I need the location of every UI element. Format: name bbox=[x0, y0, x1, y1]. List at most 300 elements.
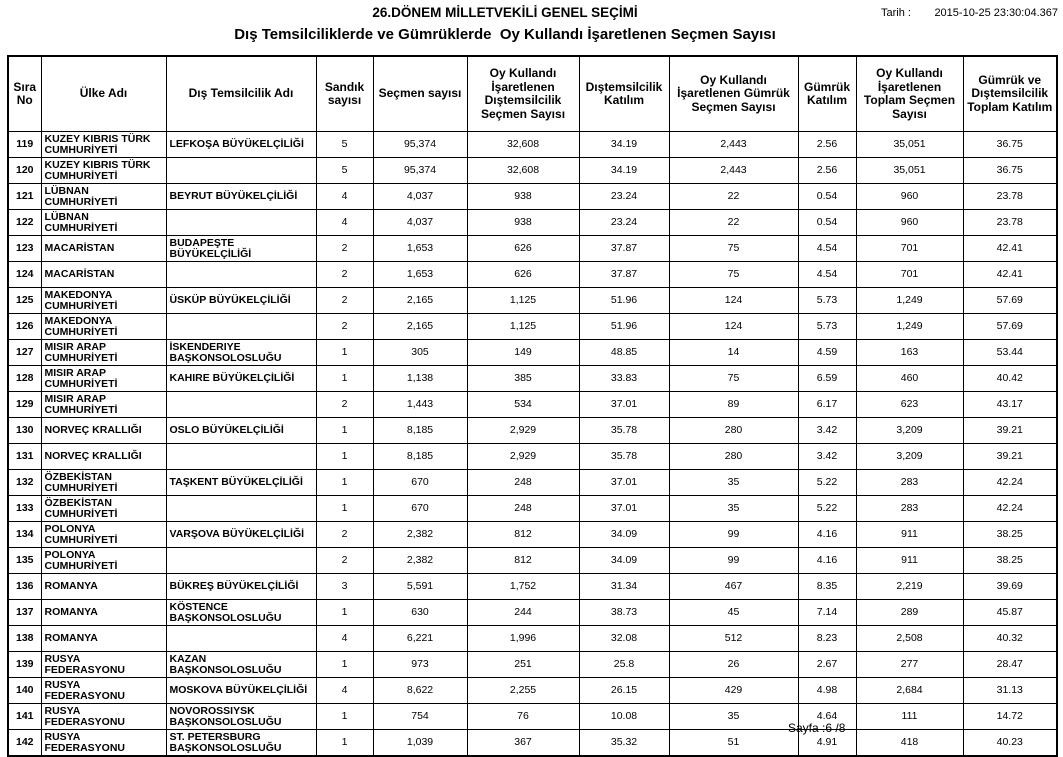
table-row bbox=[8, 132, 1057, 158]
table-cell: 1 bbox=[316, 418, 373, 444]
table-cell: 123 bbox=[8, 236, 41, 262]
table-header bbox=[8, 56, 1057, 132]
table-row bbox=[8, 574, 1057, 600]
table-row bbox=[8, 314, 1057, 340]
table-cell: 10.08 bbox=[579, 704, 669, 730]
table-cell: 32.08 bbox=[579, 626, 669, 652]
table-row bbox=[8, 158, 1057, 184]
table-cell: ÖZBEKİSTAN CUMHURİYETİ bbox=[41, 470, 166, 496]
table-cell: 75 bbox=[669, 236, 798, 262]
table-cell: 99 bbox=[669, 548, 798, 574]
table-cell: 1 bbox=[316, 366, 373, 392]
table-cell: 960 bbox=[856, 184, 963, 210]
table-cell bbox=[166, 262, 316, 288]
table-cell: 6.17 bbox=[798, 392, 856, 418]
table-cell: 42.24 bbox=[963, 496, 1057, 522]
table-row bbox=[8, 262, 1057, 288]
table-cell: 280 bbox=[669, 418, 798, 444]
table-cell: RUSYA FEDERASYONU bbox=[41, 704, 166, 730]
table-cell: 385 bbox=[467, 366, 579, 392]
column-header: Dıştemsilcilik Katılım bbox=[579, 56, 669, 132]
table-cell: 35,051 bbox=[856, 158, 963, 184]
table-cell: 140 bbox=[8, 678, 41, 704]
table-cell: 4 bbox=[316, 678, 373, 704]
column-header: Oy Kullandı İşaretlenen Toplam Seçmen Sayısı bbox=[856, 56, 963, 132]
table-cell: 2,382 bbox=[373, 548, 467, 574]
table-cell: 34.19 bbox=[579, 132, 669, 158]
table-cell: 5.22 bbox=[798, 496, 856, 522]
table-cell: 248 bbox=[467, 470, 579, 496]
table-cell: 42.41 bbox=[963, 236, 1057, 262]
table-cell: 14.72 bbox=[963, 704, 1057, 730]
table-cell: 2 bbox=[316, 522, 373, 548]
table-cell: 34.19 bbox=[579, 158, 669, 184]
table-cell: 4 bbox=[316, 626, 373, 652]
table-cell: 4,037 bbox=[373, 210, 467, 236]
results-table bbox=[7, 55, 1058, 757]
table-cell: BUDAPEŞTE BÜYÜKELÇİLİĞİ bbox=[166, 236, 316, 262]
table-cell: 31.34 bbox=[579, 574, 669, 600]
table-cell: 2,684 bbox=[856, 678, 963, 704]
table-cell: 22 bbox=[669, 210, 798, 236]
table-cell: 130 bbox=[8, 418, 41, 444]
table-row bbox=[8, 418, 1057, 444]
table-cell: 1,752 bbox=[467, 574, 579, 600]
table-cell: 2 bbox=[316, 392, 373, 418]
table-cell: 1,125 bbox=[467, 314, 579, 340]
table-cell: BÜKREŞ BÜYÜKELÇİLİĞİ bbox=[166, 574, 316, 600]
table-cell: 960 bbox=[856, 210, 963, 236]
table-cell: 512 bbox=[669, 626, 798, 652]
table-cell: 141 bbox=[8, 704, 41, 730]
table-cell: 43.17 bbox=[963, 392, 1057, 418]
table-cell: ST. PETERSBURG BAŞKONSOLOSLUĞU bbox=[166, 730, 316, 757]
column-header: Sıra No bbox=[8, 56, 41, 132]
table-cell: 89 bbox=[669, 392, 798, 418]
table-cell: 99 bbox=[669, 522, 798, 548]
table-cell: 14 bbox=[669, 340, 798, 366]
table-cell bbox=[166, 626, 316, 652]
table-cell: 75 bbox=[669, 366, 798, 392]
table-cell: LEFKOŞA BÜYÜKELÇİLİĞİ bbox=[166, 132, 316, 158]
table-row bbox=[8, 392, 1057, 418]
table-cell: 626 bbox=[467, 262, 579, 288]
table-cell: 4.54 bbox=[798, 262, 856, 288]
table-cell: İSKENDERIYE BAŞKONSOLOSLUĞU bbox=[166, 340, 316, 366]
table-cell: 6,221 bbox=[373, 626, 467, 652]
table-cell: 2.56 bbox=[798, 132, 856, 158]
table-cell: 701 bbox=[856, 236, 963, 262]
table-cell: 911 bbox=[856, 548, 963, 574]
table-cell: 57.69 bbox=[963, 314, 1057, 340]
table-cell: 3,209 bbox=[856, 418, 963, 444]
table-cell: 39.21 bbox=[963, 418, 1057, 444]
table-row bbox=[8, 288, 1057, 314]
table-cell: KUZEY KIBRIS TÜRK CUMHURİYETİ bbox=[41, 158, 166, 184]
table-cell: 1,249 bbox=[856, 288, 963, 314]
column-header: Gümrük ve Dıştemsilcilik Toplam Katılım bbox=[963, 56, 1057, 132]
table-cell: MISIR ARAP CUMHURİYETİ bbox=[41, 340, 166, 366]
table-cell: 1 bbox=[316, 496, 373, 522]
table-cell: 2,508 bbox=[856, 626, 963, 652]
table-cell: 754 bbox=[373, 704, 467, 730]
table-cell: 2,165 bbox=[373, 314, 467, 340]
table-cell: 127 bbox=[8, 340, 41, 366]
table-cell: 4.54 bbox=[798, 236, 856, 262]
table-cell: RUSYA FEDERASYONU bbox=[41, 678, 166, 704]
page-number: Sayfa :6 /8 bbox=[788, 721, 846, 735]
table-cell: 8.23 bbox=[798, 626, 856, 652]
table-cell: NORVEÇ KRALLIĞI bbox=[41, 418, 166, 444]
table-cell: 670 bbox=[373, 496, 467, 522]
table-row bbox=[8, 444, 1057, 470]
table-cell: 418 bbox=[856, 730, 963, 757]
table-cell: 1,653 bbox=[373, 236, 467, 262]
table-cell: 4 bbox=[316, 210, 373, 236]
table-cell: NORVEÇ KRALLIĞI bbox=[41, 444, 166, 470]
table-cell: 35.78 bbox=[579, 418, 669, 444]
table-cell: 23.24 bbox=[579, 210, 669, 236]
table-cell: TAŞKENT BÜYÜKELÇİLİĞİ bbox=[166, 470, 316, 496]
table-row bbox=[8, 184, 1057, 210]
table-cell: 23.78 bbox=[963, 184, 1057, 210]
page-title: 26.DÖNEM MİLLETVEKİLİ GENEL SEÇİMİ bbox=[372, 5, 638, 20]
table-cell: 0.54 bbox=[798, 210, 856, 236]
table-cell: KAZAN BAŞKONSOLOSLUĞU bbox=[166, 652, 316, 678]
table-cell: 23.24 bbox=[579, 184, 669, 210]
table-cell: 120 bbox=[8, 158, 41, 184]
table-cell: 42.24 bbox=[963, 470, 1057, 496]
table-cell: ÜSKÜP BÜYÜKELÇİLİĞİ bbox=[166, 288, 316, 314]
table-cell: 630 bbox=[373, 600, 467, 626]
column-header: Sandık sayısı bbox=[316, 56, 373, 132]
table-cell: 34.09 bbox=[579, 522, 669, 548]
table-cell: RUSYA FEDERASYONU bbox=[41, 730, 166, 757]
table-cell: 1 bbox=[316, 600, 373, 626]
table-cell bbox=[166, 496, 316, 522]
table-cell: 132 bbox=[8, 470, 41, 496]
table-cell bbox=[166, 392, 316, 418]
table-cell: 139 bbox=[8, 652, 41, 678]
table-cell: 1 bbox=[316, 730, 373, 757]
table-cell: MACARİSTAN bbox=[41, 262, 166, 288]
table-row bbox=[8, 496, 1057, 522]
column-header: Oy Kullandı İşaretlenen Dıştemsilcilik Seçmen Sayısı bbox=[467, 56, 579, 132]
table-cell: 32,608 bbox=[467, 158, 579, 184]
table-cell: POLONYA CUMHURİYETİ bbox=[41, 522, 166, 548]
table-cell: 251 bbox=[467, 652, 579, 678]
table-row bbox=[8, 236, 1057, 262]
table-cell: 129 bbox=[8, 392, 41, 418]
table-cell: 26 bbox=[669, 652, 798, 678]
table-cell: 367 bbox=[467, 730, 579, 757]
table-cell: 40.32 bbox=[963, 626, 1057, 652]
table-cell: 1,249 bbox=[856, 314, 963, 340]
table-cell: 1 bbox=[316, 704, 373, 730]
table-cell: 2 bbox=[316, 236, 373, 262]
table-cell: 37.87 bbox=[579, 262, 669, 288]
table-cell: MAKEDONYA CUMHURİYETİ bbox=[41, 288, 166, 314]
table-cell: 45 bbox=[669, 600, 798, 626]
table-cell: 2,165 bbox=[373, 288, 467, 314]
table-cell: 8,622 bbox=[373, 678, 467, 704]
table-cell: 35 bbox=[669, 704, 798, 730]
table-cell bbox=[166, 210, 316, 236]
table-cell: 39.69 bbox=[963, 574, 1057, 600]
table-cell: 670 bbox=[373, 470, 467, 496]
table-row bbox=[8, 704, 1057, 730]
table-row bbox=[8, 340, 1057, 366]
table-cell: 51.96 bbox=[579, 314, 669, 340]
table-cell: 125 bbox=[8, 288, 41, 314]
table-cell: 2,219 bbox=[856, 574, 963, 600]
table-cell: 34.09 bbox=[579, 548, 669, 574]
table-row bbox=[8, 366, 1057, 392]
table-cell: 2,443 bbox=[669, 132, 798, 158]
table-cell: ROMANYA bbox=[41, 600, 166, 626]
table-row bbox=[8, 210, 1057, 236]
table-cell: 122 bbox=[8, 210, 41, 236]
table-cell: 1 bbox=[316, 470, 373, 496]
table-cell: 2 bbox=[316, 262, 373, 288]
table-cell: 3 bbox=[316, 574, 373, 600]
table-cell: 38.25 bbox=[963, 548, 1057, 574]
table-cell: 37.01 bbox=[579, 496, 669, 522]
table-cell: 626 bbox=[467, 236, 579, 262]
table-cell: VARŞOVA BÜYÜKELÇİLİĞİ bbox=[166, 522, 316, 548]
table-cell: 124 bbox=[669, 314, 798, 340]
table-cell: 35.78 bbox=[579, 444, 669, 470]
table-cell: 534 bbox=[467, 392, 579, 418]
table-cell: 5.73 bbox=[798, 288, 856, 314]
table-cell: 3,209 bbox=[856, 444, 963, 470]
date-value: 2015-10-25 23:30:04.367 bbox=[934, 7, 1058, 19]
table-cell: 35,051 bbox=[856, 132, 963, 158]
table-cell: 1,125 bbox=[467, 288, 579, 314]
column-header: Seçmen sayısı bbox=[373, 56, 467, 132]
table-cell: 2,255 bbox=[467, 678, 579, 704]
table-cell: 48.85 bbox=[579, 340, 669, 366]
column-header: Dış Temsilcilik Adı bbox=[166, 56, 316, 132]
table-cell: 2 bbox=[316, 314, 373, 340]
table-cell: MISIR ARAP CUMHURİYETİ bbox=[41, 392, 166, 418]
table-cell: 2,382 bbox=[373, 522, 467, 548]
table-cell: 5.22 bbox=[798, 470, 856, 496]
table-row bbox=[8, 652, 1057, 678]
table-cell: 1,039 bbox=[373, 730, 467, 757]
table-cell: 95,374 bbox=[373, 132, 467, 158]
table-cell: 36.75 bbox=[963, 158, 1057, 184]
table-cell: 126 bbox=[8, 314, 41, 340]
table-cell: 131 bbox=[8, 444, 41, 470]
table-cell: 289 bbox=[856, 600, 963, 626]
table-cell: 121 bbox=[8, 184, 41, 210]
table-cell: 8.35 bbox=[798, 574, 856, 600]
table-cell: KÖSTENCE BAŞKONSOLOSLUĞU bbox=[166, 600, 316, 626]
table-cell: 28.47 bbox=[963, 652, 1057, 678]
table-cell: 33.83 bbox=[579, 366, 669, 392]
table-cell: 4 bbox=[316, 184, 373, 210]
table-cell: NOVOROSSIYSK BAŞKONSOLOSLUĞU bbox=[166, 704, 316, 730]
table-cell: 36.75 bbox=[963, 132, 1057, 158]
table-cell: MOSKOVA BÜYÜKELÇİLİĞİ bbox=[166, 678, 316, 704]
table-cell: 37.01 bbox=[579, 470, 669, 496]
table-cell: 26.15 bbox=[579, 678, 669, 704]
table-cell: 305 bbox=[373, 340, 467, 366]
table-cell: 4.16 bbox=[798, 548, 856, 574]
table-cell: 111 bbox=[856, 704, 963, 730]
table-row bbox=[8, 626, 1057, 652]
table-cell: 133 bbox=[8, 496, 41, 522]
table-cell: 42.41 bbox=[963, 262, 1057, 288]
table-row bbox=[8, 470, 1057, 496]
table-row bbox=[8, 730, 1057, 757]
table-cell: 812 bbox=[467, 522, 579, 548]
table-cell: 2,443 bbox=[669, 158, 798, 184]
table-cell: 136 bbox=[8, 574, 41, 600]
table-cell: 3.42 bbox=[798, 418, 856, 444]
table-cell: 2 bbox=[316, 288, 373, 314]
table-cell: 3.42 bbox=[798, 444, 856, 470]
table-cell: 124 bbox=[669, 288, 798, 314]
table-row bbox=[8, 548, 1057, 574]
table-cell: KUZEY KIBRIS TÜRK CUMHURİYETİ bbox=[41, 132, 166, 158]
table-cell: 4.91 bbox=[798, 730, 856, 757]
table-body bbox=[8, 132, 1057, 757]
table-cell: 2.67 bbox=[798, 652, 856, 678]
table-cell: 37.01 bbox=[579, 392, 669, 418]
table-cell: MISIR ARAP CUMHURİYETİ bbox=[41, 366, 166, 392]
table-cell: BEYRUT BÜYÜKELÇİLİĞİ bbox=[166, 184, 316, 210]
table-cell: 8,185 bbox=[373, 444, 467, 470]
table-cell: 35.32 bbox=[579, 730, 669, 757]
table-cell: 5,591 bbox=[373, 574, 467, 600]
table-cell: 142 bbox=[8, 730, 41, 757]
table-cell: 4.98 bbox=[798, 678, 856, 704]
table-cell: MACARİSTAN bbox=[41, 236, 166, 262]
table-cell: 25.8 bbox=[579, 652, 669, 678]
table-cell: 5.73 bbox=[798, 314, 856, 340]
page-subtitle: Dış Temsilciliklerde ve Gümrüklerde Oy Kullandı İşaretlenen Seçmen Sayısı bbox=[234, 26, 776, 43]
table-cell bbox=[166, 158, 316, 184]
table-cell: 938 bbox=[467, 184, 579, 210]
table-cell: 134 bbox=[8, 522, 41, 548]
table-cell: 124 bbox=[8, 262, 41, 288]
column-header: Oy Kullandı İşaretlenen Gümrük Seçmen Sayısı bbox=[669, 56, 798, 132]
table-cell: 45.87 bbox=[963, 600, 1057, 626]
table-cell: 4.16 bbox=[798, 522, 856, 548]
table-cell: KAHIRE BÜYÜKELÇİLİĞİ bbox=[166, 366, 316, 392]
table-cell: 38.25 bbox=[963, 522, 1057, 548]
table-cell: 95,374 bbox=[373, 158, 467, 184]
table-cell: 4.59 bbox=[798, 340, 856, 366]
table-cell: 53.44 bbox=[963, 340, 1057, 366]
date-label: Tarih : bbox=[881, 7, 911, 19]
table-cell: 35 bbox=[669, 470, 798, 496]
table-cell: 4.64 bbox=[798, 704, 856, 730]
table-cell: LÜBNAN CUMHURİYETİ bbox=[41, 184, 166, 210]
table-cell: POLONYA CUMHURİYETİ bbox=[41, 548, 166, 574]
table-cell bbox=[166, 548, 316, 574]
table-row bbox=[8, 522, 1057, 548]
table-row bbox=[8, 600, 1057, 626]
table-cell: 128 bbox=[8, 366, 41, 392]
table-cell: 5 bbox=[316, 158, 373, 184]
table-cell: 429 bbox=[669, 678, 798, 704]
table-cell: 40.23 bbox=[963, 730, 1057, 757]
table-cell: 23.78 bbox=[963, 210, 1057, 236]
table-cell: 1,653 bbox=[373, 262, 467, 288]
table-cell: ÖZBEKİSTAN CUMHURİYETİ bbox=[41, 496, 166, 522]
table-cell: 38.73 bbox=[579, 600, 669, 626]
table-cell: 1,443 bbox=[373, 392, 467, 418]
table-cell: 460 bbox=[856, 366, 963, 392]
table-cell: 8,185 bbox=[373, 418, 467, 444]
table-cell: 40.42 bbox=[963, 366, 1057, 392]
table-cell: 32,608 bbox=[467, 132, 579, 158]
table-cell bbox=[166, 314, 316, 340]
table-cell: 277 bbox=[856, 652, 963, 678]
table-cell: RUSYA FEDERASYONU bbox=[41, 652, 166, 678]
table-cell: 280 bbox=[669, 444, 798, 470]
table-cell: 7.14 bbox=[798, 600, 856, 626]
table-cell: 149 bbox=[467, 340, 579, 366]
table-cell: 244 bbox=[467, 600, 579, 626]
table-cell: 135 bbox=[8, 548, 41, 574]
table-cell: 75 bbox=[669, 262, 798, 288]
table-cell: 1,996 bbox=[467, 626, 579, 652]
table-cell: 467 bbox=[669, 574, 798, 600]
table-cell: 35 bbox=[669, 496, 798, 522]
table-cell: 623 bbox=[856, 392, 963, 418]
table-cell bbox=[166, 444, 316, 470]
table-header-row bbox=[8, 56, 1057, 132]
table-cell: 4,037 bbox=[373, 184, 467, 210]
table-cell: 1 bbox=[316, 652, 373, 678]
table-cell: ROMANYA bbox=[41, 626, 166, 652]
table-cell: 911 bbox=[856, 522, 963, 548]
table-cell: 973 bbox=[373, 652, 467, 678]
table-cell: 51.96 bbox=[579, 288, 669, 314]
table-cell: ROMANYA bbox=[41, 574, 166, 600]
table-cell: 0.54 bbox=[798, 184, 856, 210]
table-cell: 1,138 bbox=[373, 366, 467, 392]
table-cell: 31.13 bbox=[963, 678, 1057, 704]
table-cell: 2.56 bbox=[798, 158, 856, 184]
table-cell: 812 bbox=[467, 548, 579, 574]
table-cell: 6.59 bbox=[798, 366, 856, 392]
table-cell: 37.87 bbox=[579, 236, 669, 262]
table-cell: 2,929 bbox=[467, 444, 579, 470]
table-cell: 2,929 bbox=[467, 418, 579, 444]
table-row bbox=[8, 678, 1057, 704]
table-cell: 76 bbox=[467, 704, 579, 730]
table-cell: 938 bbox=[467, 210, 579, 236]
table-cell: 163 bbox=[856, 340, 963, 366]
table-cell: MAKEDONYA CUMHURİYETİ bbox=[41, 314, 166, 340]
table-cell: 119 bbox=[8, 132, 41, 158]
table-cell: LÜBNAN CUMHURİYETİ bbox=[41, 210, 166, 236]
column-header: Gümrük Katılım bbox=[798, 56, 856, 132]
table-cell: 248 bbox=[467, 496, 579, 522]
table-cell: 283 bbox=[856, 470, 963, 496]
table-cell: 137 bbox=[8, 600, 41, 626]
table-cell: 39.21 bbox=[963, 444, 1057, 470]
table-cell: 51 bbox=[669, 730, 798, 757]
table-cell: OSLO BÜYÜKELÇİLİĞİ bbox=[166, 418, 316, 444]
table-cell: 22 bbox=[669, 184, 798, 210]
table-cell: 283 bbox=[856, 496, 963, 522]
